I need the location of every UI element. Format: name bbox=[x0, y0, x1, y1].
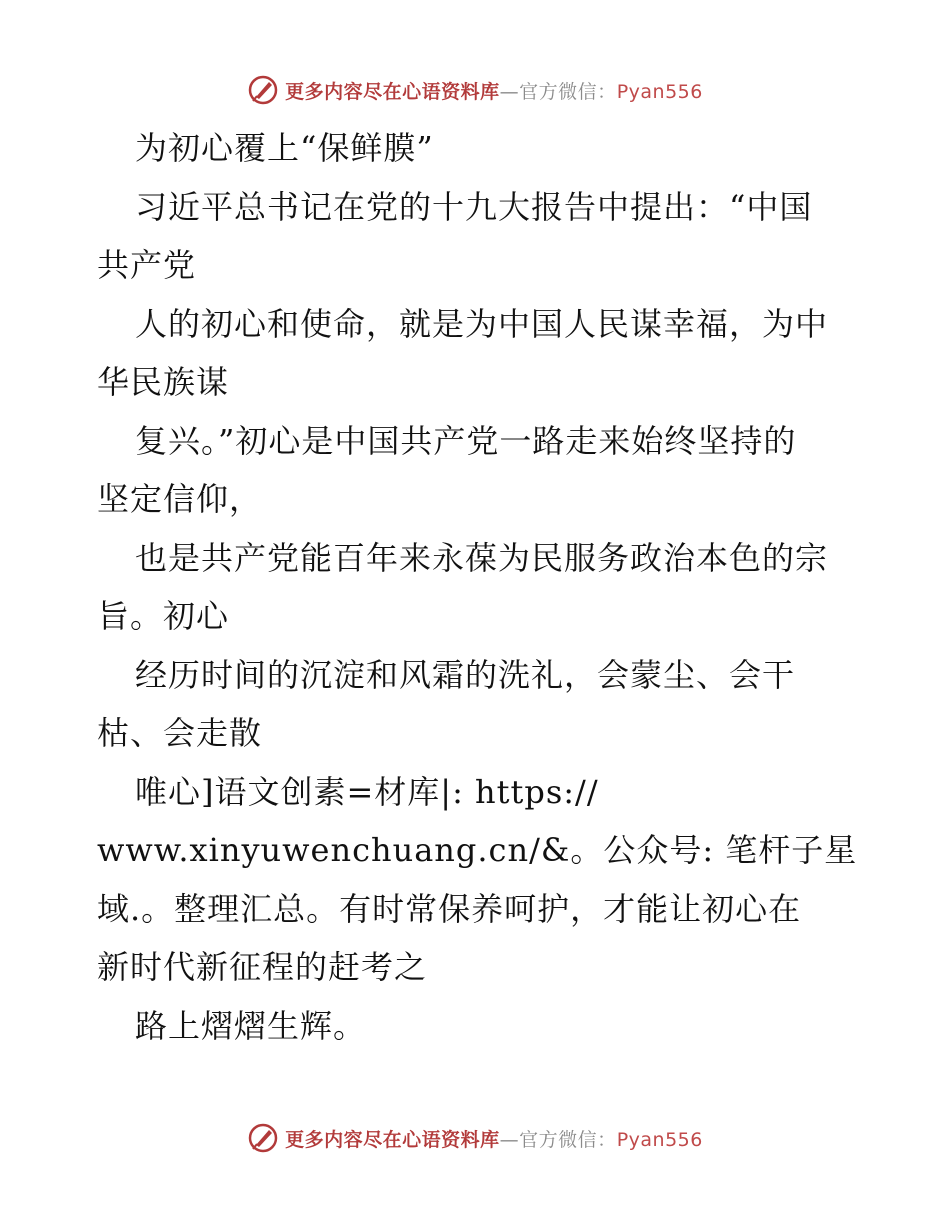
text-line: www.xinyuwenchuang.cn/&。公众号: 笔杆子星 bbox=[97, 831, 857, 869]
text-line: 华民族谋 bbox=[97, 363, 230, 401]
text-line: 域.。整理汇总。有时常保养呵护，才能让初心在 bbox=[97, 889, 802, 928]
text-line: 也是共产党能百年来永葆为民服务政治本色的宗 bbox=[135, 538, 829, 577]
banner-dash: — bbox=[499, 1128, 520, 1151]
quill-logo-icon bbox=[247, 74, 279, 106]
banner-dash: — bbox=[499, 80, 520, 103]
text-line: 习近平总书记在党的十九大报告中提出：“中国 bbox=[135, 187, 813, 226]
banner-handle: Pyan556 bbox=[616, 1128, 703, 1151]
banner-wechat-label: 官方微信： bbox=[519, 1128, 617, 1151]
text-line: 坚定信仰， bbox=[97, 480, 263, 518]
banner-wechat-label: 官方微信： bbox=[519, 80, 617, 103]
text-line: 枯、会走散 bbox=[97, 714, 263, 752]
text-line: 唯心]语文创素=材库|: https:// bbox=[135, 772, 599, 811]
text-line: 经历时间的沉淀和风霜的洗礼，会蒙尘、会干 bbox=[135, 655, 796, 694]
text-line: 人的初心和使命，就是为中国人民谋幸福，为中 bbox=[135, 304, 829, 343]
text-line: 旨。初心 bbox=[97, 597, 230, 635]
footer-banner bbox=[0, 1118, 950, 1158]
text-line: 复兴。”初心是中国共产党一路走来始终坚持的 bbox=[135, 421, 797, 460]
text-line: 为初心覆上“保鲜膜” bbox=[135, 129, 434, 167]
banner-handle: Pyan556 bbox=[616, 80, 703, 103]
banner-site: 更多内容尽在心语资料库 bbox=[285, 1128, 500, 1151]
text-line: 新时代新征程的赶考之 bbox=[97, 948, 428, 986]
document-body bbox=[97, 119, 857, 1055]
banner-text bbox=[285, 1125, 703, 1152]
header-banner bbox=[0, 70, 950, 110]
banner-text bbox=[285, 77, 703, 104]
quill-logo-icon bbox=[247, 1122, 279, 1154]
text-line: 共产党 bbox=[97, 246, 197, 284]
text-line: 路上熠熠生辉。 bbox=[135, 1006, 367, 1045]
banner-site: 更多内容尽在心语资料库 bbox=[285, 80, 500, 103]
